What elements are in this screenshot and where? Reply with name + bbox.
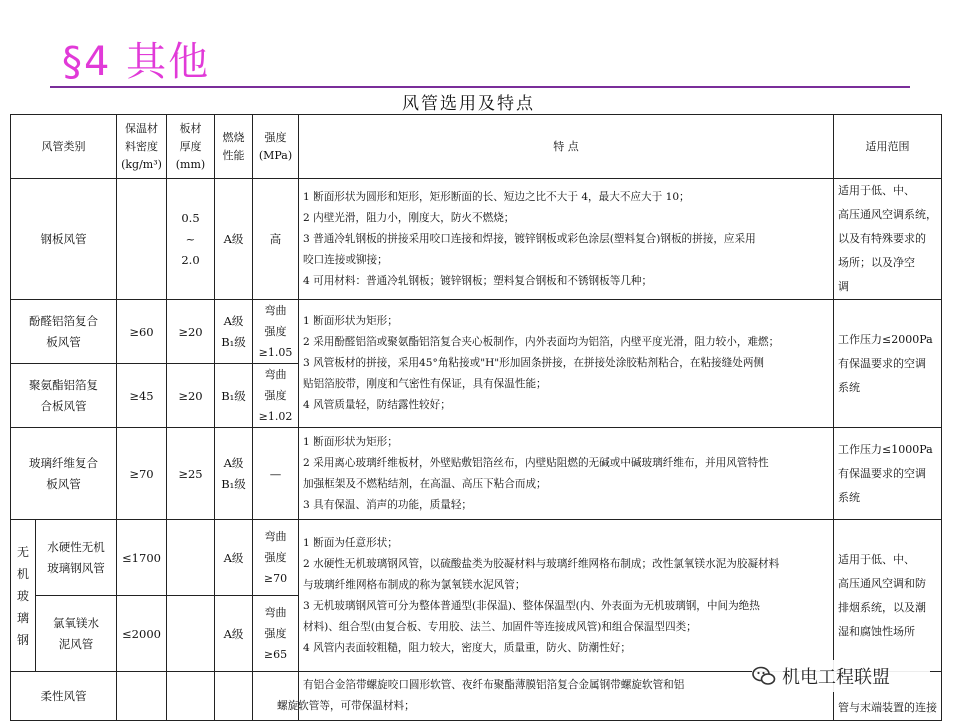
slide-title: §4 其他 [62,39,211,85]
table-row-hydraulic [11,520,942,596]
phenolic-strength: 弯曲 强度 ≥1.05 [253,300,299,364]
hydraulic-density: ≤1700 [117,520,167,596]
fiberglass-scope: 工作压力≤1000Pa 有保温要求的空调 系统 [834,428,942,520]
fiberglass-thickness: ≥25 [167,428,215,520]
header-density: 保温材 料密度 (kg/m³) [117,115,167,179]
fiberglass-features: 1 断面形状为矩形； 2 采用离心玻璃纤维板材，外壁贴敷铝箔丝布，内壁贴阻燃的无碱或中碱玻璃纤维布，并用风管特性 加强框架及不燃粘结剂，在高温、高压下粘合而成； 3 具有保温、消声的功能，质量轻； [299,428,834,520]
steel-features: 1 断面形状为圆形和矩形，矩形断面的长、短边之比不大于 4，最大不应大于 10； 2 内壁光滑，阻力小，刚度大，防火不燃烧； 3 普通冷轧钢板的拼接采用咬口连接和焊接，镀锌钢板或彩色涂层(塑料复合)钢板的拼接，应采用 咬口连接或铆接； 4 可用材料：普通冷轧钢板；镀锌钢板；塑料复合钢板和不锈钢板等几种； [299,179,834,300]
header-row [11,115,942,179]
pu-density: ≥45 [117,364,167,428]
watermark-text: 机电工程联盟 [782,667,890,688]
table-row-fiberglass [11,428,942,520]
fiberglass-burn: A级 B₁级 [215,428,253,520]
steel-strength: 高 [253,179,299,300]
mgo-name: 氯氧镁水 泥风管 [36,596,117,672]
pu-strength: 弯曲 强度 ≥1.02 [253,364,299,428]
flexible-features: 有铝合金箔带螺旋咬口圆形软管、夜纤布聚酯薄膜铝箔复合金属钢带螺旋软管和铝 螺旋软管等，可带保温材料； [299,672,834,721]
hydraulic-name: 水硬性无机 玻璃钢风管 [36,520,117,596]
mgo-burn: A级 [215,596,253,672]
inorganic-features: 1 断面为任意形状； 2 水硬性无机玻璃钢风管，以硫酸盐类为胶凝材料与玻璃纤维网格布制成；改性氯氧镁水泥为胶凝材料 与玻璃纤维网格布制成的称为氯氧镁水泥风管； 3 无机玻璃钢风管可分为整体普通型(非保温)、整体保温型(内、外表面为无机玻璃钢，中间为绝热 材料)、组合型(由复合板、专用胶、法兰、加固件等连接成风管)和组合保温型四类； 4 风管内表面较粗糙，阻力较大，密度大，质量重，防火、防潮性好； [299,520,834,672]
table-row-steel [11,179,942,300]
table-row-phenolic [11,300,942,364]
wechat-icon [752,664,776,688]
header-scope: 适用范围 [834,115,942,179]
hydraulic-thickness [167,520,215,596]
steel-scope: 适用于低、中、 高压通风空调系统， 以及有特殊要求的 场所；以及净空 调 [834,179,942,300]
phenolic-thickness: ≥20 [167,300,215,364]
steel-thickness: 0.5 ~ 2.0 [167,179,215,300]
header-type: 风管类别 [11,115,117,179]
header-thickness: 板材 厚度 (mm) [167,115,215,179]
watermark [752,660,930,692]
phenolic-name: 酚醛铝箔复合 板风管 [11,300,117,364]
inorganic-scope: 适用于低、中、 高压通风空调和防 排烟系统，以及潮 湿和腐蚀性场所 [834,520,942,672]
composite-features: 1 断面形状为矩形； 2 采用酚醛铝箔或聚氨酯铝箔复合夹心板制作，内外表面均为铝箔，内壁平度光滑，阻力较小，难燃； 3 风管板材的拼接，采用45°角粘接或"H"形加固条拼接，在拼接处涂胶粘剂粘合，在粘接缝处两侧 贴铝箔胶带，刚度和气密性有保证，具有保温性能； 4 风管质量轻，防结露性较好； [299,300,834,428]
pu-name: 聚氨酯铝箔复 合板风管 [11,364,117,428]
mgo-thickness [167,596,215,672]
inorganic-group-label: 无 机 玻 璃 钢 [11,520,36,672]
steel-density [117,179,167,300]
hydraulic-strength: 弯曲 强度 ≥70 [253,520,299,596]
flexible-scope: 管与末端装置的连接 [834,672,942,721]
mgo-strength: 弯曲 强度 ≥65 [253,596,299,672]
steel-burn: A级 [215,179,253,300]
pu-burn: B₁级 [215,364,253,428]
mgo-density: ≤2000 [117,596,167,672]
title-divider [50,86,910,88]
table-caption: 风管选用及特点 [402,94,535,114]
phenolic-burn: A级 B₁级 [215,300,253,364]
steel-name: 钢板风管 [11,179,117,300]
phenolic-density: ≥60 [117,300,167,364]
fiberglass-name: 玻璃纤维复合 板风管 [11,428,117,520]
header-burn: 燃烧 性能 [215,115,253,179]
duct-selection-table [10,114,942,721]
flexible-name: 柔性风管 [11,672,117,721]
composite-scope: 工作压力≤2000Pa 有保温要求的空调 系统 [834,300,942,428]
fiberglass-density: ≥70 [117,428,167,520]
pu-thickness: ≥20 [167,364,215,428]
fiberglass-strength: — [253,428,299,520]
hydraulic-burn: A级 [215,520,253,596]
header-strength: 强度 (MPa) [253,115,299,179]
header-features: 特 点 [299,115,834,179]
